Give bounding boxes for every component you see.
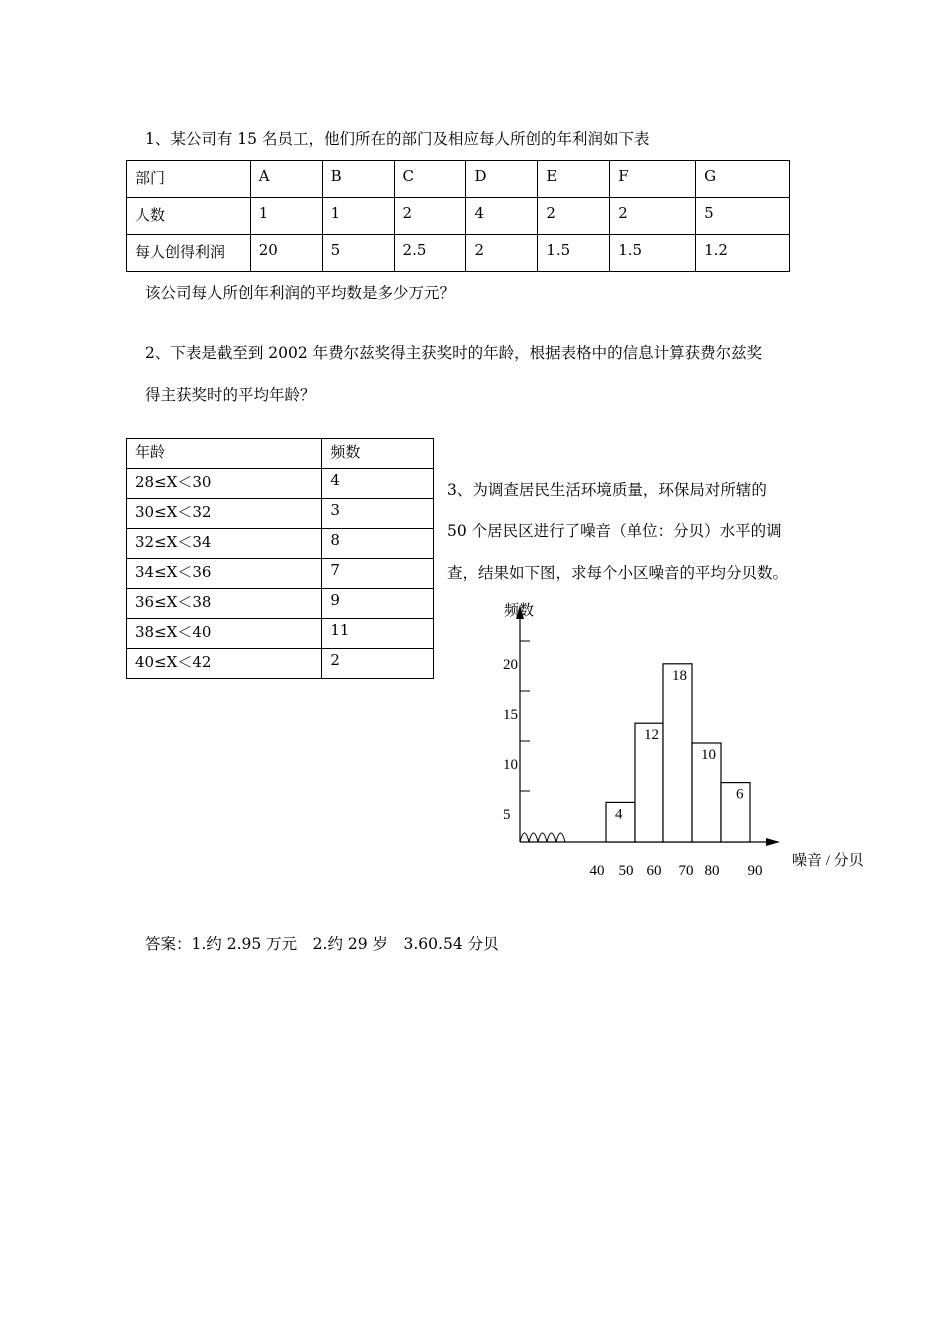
profit-table xyxy=(126,160,790,272)
x-axis-arrow xyxy=(766,838,780,846)
table-cell: 5 xyxy=(322,235,394,272)
table-cell: 8 xyxy=(322,529,434,559)
table-row xyxy=(127,469,434,499)
bar-label: 4 xyxy=(615,806,623,823)
table-cell: E xyxy=(538,161,610,198)
table-cell: A xyxy=(250,161,322,198)
table-cell: 频数 xyxy=(322,439,434,469)
table-cell: 36≤X＜38 xyxy=(127,589,322,619)
table-row xyxy=(127,161,790,198)
q3-line3: 查，结果如下图，求每个小区噪音的平均分贝数。 xyxy=(447,564,789,582)
table-cell: 5 xyxy=(696,198,790,235)
table-cell: 年龄 xyxy=(127,439,322,469)
table-row xyxy=(127,559,434,589)
table-row xyxy=(127,649,434,679)
table-cell: 人数 xyxy=(127,198,251,235)
table-cell: D xyxy=(466,161,538,198)
answer-text: 答案：1.约 2.95 万元 2.约 29 岁 3.60.54 分贝 xyxy=(145,935,499,953)
table-cell: 1.5 xyxy=(538,235,610,272)
table-cell: 4 xyxy=(322,469,434,499)
axis-break-icon xyxy=(520,833,565,842)
q2-line2: 得主获奖时的平均年龄？ xyxy=(145,386,316,404)
noise-histogram xyxy=(490,595,890,895)
table-row xyxy=(127,499,434,529)
x-tick-label: 50 xyxy=(618,863,634,879)
x-tick-label: 90 xyxy=(747,863,763,879)
q1-text: 1、某公司有 15 名员工，他们所在的部门及相应每人所创的年利润如下表 xyxy=(145,130,650,148)
table-cell: 部门 xyxy=(127,161,251,198)
table-cell: B xyxy=(322,161,394,198)
y-axis-title: 频数 xyxy=(504,603,535,619)
x-tick-label: 40 xyxy=(589,863,605,879)
table-cell: G xyxy=(696,161,790,198)
q3-line1: 3、为调查居民生活环境质量，环保局对所辖的 xyxy=(447,481,767,499)
bar-label: 12 xyxy=(644,727,659,744)
table-cell: 40≤X＜42 xyxy=(127,649,322,679)
y-tick-label: 15 xyxy=(503,707,518,723)
table-cell: 1.2 xyxy=(696,235,790,272)
table-row xyxy=(127,529,434,559)
x-tick-label: 80 xyxy=(704,863,720,879)
table-row xyxy=(127,589,434,619)
bar-label: 18 xyxy=(672,667,687,684)
bar-label: 10 xyxy=(701,747,716,763)
table-cell: 7 xyxy=(322,559,434,589)
table-cell: 1.5 xyxy=(610,235,696,272)
table-cell: 3 xyxy=(322,499,434,529)
bar-label: 6 xyxy=(736,786,744,803)
table-row xyxy=(127,235,790,272)
table-cell: C xyxy=(394,161,466,198)
table-cell: 20 xyxy=(250,235,322,272)
q1-question: 该公司每人所创年利润的平均数是多少万元？ xyxy=(145,284,456,302)
x-tick-label: 70 xyxy=(678,863,694,879)
table-cell: 9 xyxy=(322,589,434,619)
table-row xyxy=(127,439,434,469)
table-cell: 2 xyxy=(610,198,696,235)
table-row xyxy=(127,619,434,649)
table-cell: 1 xyxy=(322,198,394,235)
table-cell: 每人创得利润 xyxy=(127,235,251,272)
table-cell: 28≤X＜30 xyxy=(127,469,322,499)
table-cell: 32≤X＜34 xyxy=(127,529,322,559)
x-axis-title: 噪音 / 分贝 xyxy=(792,853,864,869)
y-tick-label: 10 xyxy=(503,757,518,773)
y-tick-label: 5 xyxy=(503,807,511,823)
y-tick-label: 20 xyxy=(503,657,518,673)
table-cell: 2 xyxy=(322,649,434,679)
histogram-bar xyxy=(663,664,692,842)
table-cell: F xyxy=(610,161,696,198)
table-cell: 11 xyxy=(322,619,434,649)
table-cell: 30≤X＜32 xyxy=(127,499,322,529)
table-cell: 1 xyxy=(250,198,322,235)
table-cell: 38≤X＜40 xyxy=(127,619,322,649)
q2-line1: 2、下表是截至到 2002 年费尔兹奖得主获奖时的年龄，根据表格中的信息计算获费尔兹奖 xyxy=(145,344,763,362)
table-row xyxy=(127,198,790,235)
table-cell: 34≤X＜36 xyxy=(127,559,322,589)
table-cell: 2 xyxy=(538,198,610,235)
table-cell: 2 xyxy=(466,235,538,272)
table-cell: 4 xyxy=(466,198,538,235)
table-cell: 2 xyxy=(394,198,466,235)
x-tick-label: 60 xyxy=(646,863,662,879)
table-cell: 2.5 xyxy=(394,235,466,272)
age-frequency-table xyxy=(126,438,434,679)
q3-line2: 50 个居民区进行了噪音（单位：分贝）水平的调 xyxy=(447,522,782,540)
